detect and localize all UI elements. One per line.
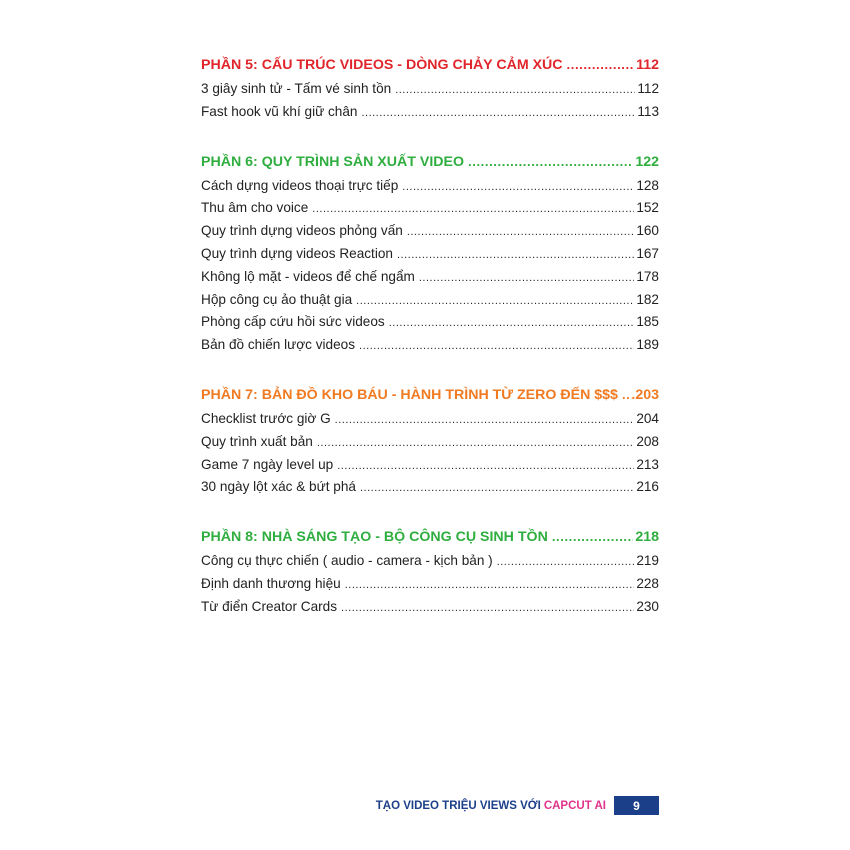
dot-leader: [407, 221, 635, 243]
toc-entry: [201, 408, 659, 431]
entry-page-number: 152: [636, 200, 659, 216]
dot-leader: [337, 455, 634, 477]
toc-entry: [201, 243, 659, 266]
toc-entry: [201, 596, 659, 619]
toc-entry: [201, 573, 659, 596]
page-number: 9: [633, 798, 640, 813]
entry-page-number: 189: [636, 337, 659, 353]
entry-title: Thu âm cho voice: [201, 200, 309, 216]
dot-leader: [312, 198, 634, 220]
footer-book-title: TẠO VIDEO TRIỆU VIEWS VỚI: [375, 799, 541, 812]
section-title: PHẦN 7: BẢN ĐỒ KHO BÁU - HÀNH TRÌNH TỪ ZERO ĐẾN $$$: [201, 386, 618, 403]
toc-entry: [201, 78, 659, 101]
dot-leader: [359, 335, 634, 357]
entry-page-number: 160: [636, 223, 659, 239]
toc-entry: [201, 334, 659, 357]
dot-leader: [360, 477, 634, 499]
dot-leader: [567, 54, 635, 76]
entry-title: Hộp công cụ ảo thuật gia: [201, 291, 353, 307]
page-footer: [376, 796, 659, 815]
page-number-box: [614, 796, 659, 815]
entry-title: Game 7 ngày level up: [201, 456, 334, 472]
entry-page-number: 208: [636, 433, 659, 449]
dot-leader: [397, 244, 634, 266]
entry-page-number: 204: [636, 410, 659, 426]
section-heading: [201, 151, 659, 175]
entry-title: 3 giây sinh tử - Tấm vé sinh tồn: [201, 81, 392, 96]
section-title: PHẦN 5: CẤU TRÚC VIDEOS - DÒNG CHẢY CẢM XÚC: [201, 57, 563, 73]
entry-title: Cách dựng videos thoại trực tiếp: [201, 177, 399, 193]
entry-title: Quy trình xuất bản: [201, 433, 313, 449]
toc-section: [201, 526, 659, 618]
dot-leader: [345, 574, 635, 596]
toc-entry: [201, 476, 659, 499]
entry-page-number: 213: [636, 456, 659, 472]
section-title: PHẦN 8: NHÀ SÁNG TẠO - BỘ CÔNG CỤ SINH TỒN: [201, 529, 548, 546]
entry-title: Công cụ thực chiến ( audio - camera - kịch bản ): [201, 553, 493, 569]
toc-section: [201, 54, 659, 124]
section-heading: [201, 526, 659, 550]
toc-entry: [201, 197, 659, 220]
entry-title: Không lộ mặt - videos để chế ngẩm: [201, 268, 415, 284]
entry-title: Phòng cấp cứu hồi sức videos: [201, 314, 385, 330]
section-page-number: 112: [636, 57, 659, 73]
section-page-number: 122: [635, 153, 659, 170]
dot-leader: [341, 597, 634, 619]
entry-title: Bản đồ chiến lược videos: [201, 337, 356, 353]
toc-section: [201, 151, 659, 357]
entry-page-number: 230: [636, 598, 659, 614]
section-page-number: 218: [635, 529, 659, 546]
entry-page-number: 128: [636, 177, 659, 193]
entry-title: Từ điển Creator Cards: [201, 598, 338, 614]
entry-page-number: 185: [636, 314, 659, 330]
footer-book-title-accent: CAPCUT AI: [543, 799, 606, 812]
toc-section: [201, 384, 659, 499]
dot-leader: [552, 526, 634, 548]
entry-page-number: 112: [637, 81, 659, 96]
toc-entry: [201, 289, 659, 312]
toc-entry: [201, 220, 659, 243]
entry-title: Quy trình dựng videos Reaction: [201, 245, 393, 261]
toc-entry: [201, 454, 659, 477]
toc-entry: [201, 550, 659, 573]
toc-entry: [201, 101, 659, 124]
entry-title: Fast hook vũ khí giữ chân: [201, 103, 358, 119]
toc-entry: [201, 175, 659, 198]
dot-leader: [419, 267, 634, 289]
entry-title: 30 ngày lột xác & bứt phá: [201, 479, 356, 495]
dot-leader: [622, 384, 629, 406]
section-page-number: .203: [631, 386, 659, 403]
section-title: PHẦN 6: QUY TRÌNH SẢN XUẤT VIDEO: [201, 153, 465, 170]
entry-title: Quy trình dựng videos phỏng vấn: [201, 223, 403, 239]
entry-page-number: 219: [636, 553, 659, 569]
dot-leader: [356, 290, 634, 312]
entry-page-number: 228: [636, 575, 659, 591]
entry-page-number: 216: [636, 479, 659, 495]
dot-leader: [402, 176, 634, 198]
dot-leader: [335, 409, 635, 431]
table-of-contents: [201, 54, 659, 646]
dot-leader: [497, 551, 635, 573]
entry-page-number: 113: [637, 103, 659, 119]
dot-leader: [361, 102, 635, 124]
dot-leader: [395, 79, 635, 101]
entry-page-number: 178: [636, 268, 659, 284]
entry-title: Checklist trước giờ G: [201, 410, 331, 426]
entry-page-number: 167: [636, 245, 659, 261]
toc-entry: [201, 266, 659, 289]
dot-leader: [468, 151, 633, 173]
section-heading: [201, 384, 659, 408]
dot-leader: [317, 432, 634, 454]
section-heading: [201, 54, 659, 78]
toc-entry: [201, 431, 659, 454]
entry-title: Định danh thương hiệu: [201, 575, 341, 591]
dot-leader: [389, 312, 635, 334]
entry-page-number: 182: [636, 291, 659, 307]
toc-entry: [201, 311, 659, 334]
